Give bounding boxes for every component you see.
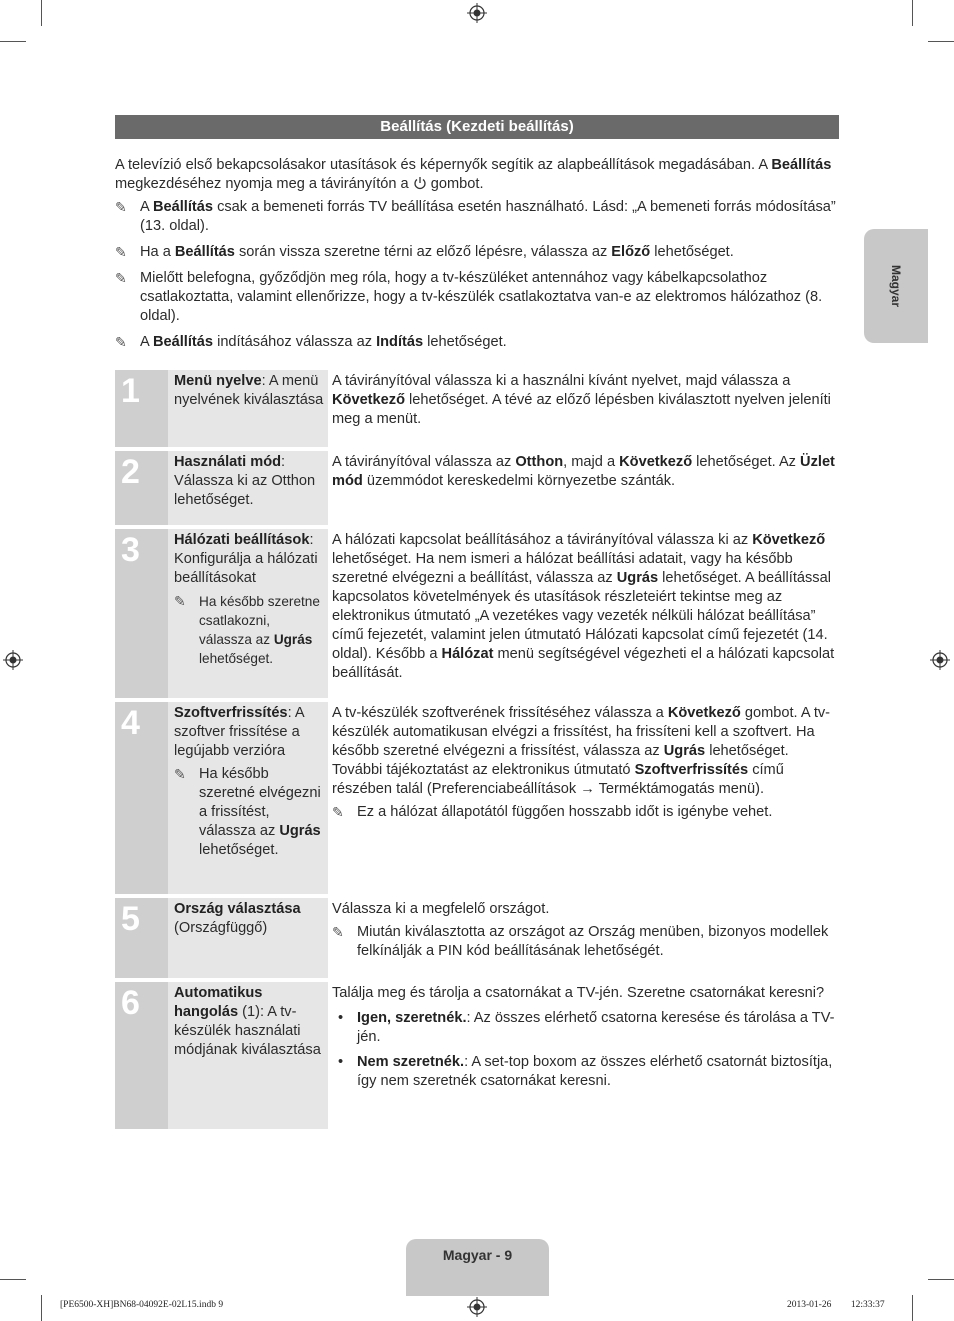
step-description xyxy=(332,370,841,435)
crop-mark xyxy=(912,1295,913,1321)
pencil-note-icon: ✎ xyxy=(115,270,127,286)
step-description xyxy=(332,451,841,497)
desc-bold: Ugrás xyxy=(616,570,659,586)
step-name xyxy=(168,982,328,1129)
setup-steps-table xyxy=(115,370,841,1133)
note-text: indításához válassza az xyxy=(213,334,377,350)
step-paragraph xyxy=(332,372,841,429)
desc-text: A hálózati kapcsolat beállításához a távirányítóval válassza ki az xyxy=(332,532,753,548)
crop-mark xyxy=(41,0,42,26)
desc-text: lehetőséget. A tévé az előző lépésben kiválasztott nyelven jeleníti meg a menüt. xyxy=(332,392,831,427)
step-paragraph: Találja meg és tárolja a csatornákat a TV-jén. Szeretne csatornákat keresni? xyxy=(332,985,825,1001)
step-name xyxy=(168,702,328,894)
sub-note-text: Ha később szeretne csatlakozni, válassza az xyxy=(199,594,320,647)
step-row xyxy=(115,529,841,698)
step-name-text: (Országfüggő) xyxy=(174,920,268,936)
step-paragraph: Válassza ki a megfelelő országot. xyxy=(332,901,550,917)
note xyxy=(115,333,840,352)
step-name-bold: Hálózati beállítások xyxy=(174,532,310,548)
crop-mark xyxy=(0,41,26,42)
crop-mark xyxy=(928,1279,954,1280)
step-description xyxy=(332,982,841,1103)
note-bold: Indítás xyxy=(376,334,424,350)
step-number: 6 xyxy=(115,982,168,1129)
option-bold: Nem szeretnék. xyxy=(357,1054,465,1070)
step-name-bold: Menü nyelve xyxy=(174,373,262,389)
sub-note-bold: Ugrás xyxy=(279,823,321,839)
desc-text: A távirányítóval válassza ki a használni kívánt nyelvet, majd válassza a xyxy=(332,373,791,389)
step-row xyxy=(115,451,841,525)
note-bold: Előző xyxy=(611,244,651,260)
step-paragraph xyxy=(332,531,841,683)
intro xyxy=(115,156,840,359)
sub-note-text: Ha később szeretné elvégezni a frissítést, válassza az xyxy=(199,766,321,839)
step-row xyxy=(115,370,841,447)
crop-mark xyxy=(912,0,913,26)
desc-text: A távirányítóval válassza az xyxy=(332,454,516,470)
note-text: Mielőtt belefogna, győződjön meg róla, hogy a tv-készüléket antennához vagy kábelkapcsolathoz csatlakoztatta, valamint ellenőrizze, hogy a tv-készülék csatlakoztatva van-e az elektromos hálózathoz (8. oldal). xyxy=(140,270,823,324)
step-number: 5 xyxy=(115,898,168,978)
note-text: Ha a xyxy=(140,244,175,260)
desc-text: lehetőséget. Az xyxy=(692,454,801,470)
pencil-note-icon: ✎ xyxy=(115,244,127,260)
note xyxy=(115,269,840,326)
section-title: Beállítás (Kezdeti beállítás) xyxy=(115,115,839,139)
print-info-date: 2013-01-26 ￿￿ 12:33:37 xyxy=(787,1300,885,1310)
sub-note-bold: Ugrás xyxy=(273,632,313,647)
sub-note-text: lehetőséget. xyxy=(199,651,274,666)
step-name-text: : Válassza ki az Otthon lehetőséget. xyxy=(174,454,316,508)
note-text: lehetőséget. xyxy=(423,334,507,350)
intro-paragraph xyxy=(115,156,840,194)
step-row xyxy=(115,702,841,894)
desc-text: , majd a xyxy=(563,454,620,470)
note xyxy=(115,243,840,262)
note-text: A xyxy=(140,334,153,350)
print-info-file: [PE6500-XH]BN68-04092E-02L15.indb 9 xyxy=(60,1300,224,1310)
registration-mark-icon xyxy=(467,1297,487,1317)
step-name-bold: Szoftverfrissítés xyxy=(174,705,288,721)
step-sub-note xyxy=(174,765,324,860)
desc-text: lehetőséget. További tájékoztatást az elektronikus útmutató xyxy=(332,743,789,778)
page-number: Magyar - 9 xyxy=(442,1247,513,1263)
sub-note-text: lehetőséget. xyxy=(199,842,279,858)
step-number: 1 xyxy=(115,370,168,447)
pencil-note-icon: ✎ xyxy=(174,593,186,609)
step-row xyxy=(115,898,841,978)
step-name-text: (1): A tv-készülék használati módjának kiválasztása xyxy=(174,1004,321,1058)
desc-bold: Ugrás xyxy=(663,743,706,759)
step-name-text: : Konfigurálja a hálózati beállításokat xyxy=(174,532,318,586)
desc-bold: Következő xyxy=(667,705,741,721)
note-bold: Beállítás xyxy=(152,334,214,350)
desc-bold: Hálózat xyxy=(441,646,494,662)
desc-bold: Következő xyxy=(332,392,405,408)
pencil-note-icon: ✎ xyxy=(174,766,186,782)
note-bold: Beállítás xyxy=(174,244,235,260)
desc-text: gombot. A tv-készülék automatikusan elvégzi a frissítést, ha frissíteni kell a szoftvert. Ha később szeretné elvégezni a frissítést, válassza az xyxy=(332,705,831,759)
desc-text: menü segítségével végezheti el a hálózati kapcsolat beállítását. xyxy=(332,646,835,681)
desc-bold: Következő xyxy=(752,532,826,548)
desc-bold: Következő xyxy=(619,454,693,470)
intro-text: megkezdéséhez nyomja meg a távirányítón a xyxy=(115,176,413,192)
power-icon xyxy=(413,176,427,190)
desc-bold: Otthon xyxy=(515,454,564,470)
desc-text: című részében talál (Preferenciabeállítások → Terméktámogatás menü). xyxy=(332,762,784,797)
crop-mark xyxy=(0,1279,26,1280)
note-text: A xyxy=(140,199,153,215)
page-number-tab xyxy=(406,1239,549,1296)
step-description xyxy=(332,898,841,967)
pencil-note-icon: ✎ xyxy=(332,924,344,940)
step-name-bold: Használati mód xyxy=(174,454,282,470)
step-name-text: : A menü nyelvének kiválasztása xyxy=(174,373,324,408)
step-name xyxy=(168,529,328,698)
pencil-note-icon: ✎ xyxy=(115,334,127,350)
intro-bold: Beállítás xyxy=(771,157,832,173)
option-bold: Igen, szeretnék. xyxy=(357,1010,467,1026)
step-number: 3 xyxy=(115,529,168,698)
note-bold: Beállítás xyxy=(152,199,214,215)
crop-mark xyxy=(41,1295,42,1321)
step-name-text: : A szoftver frissítése a legújabb verzióra xyxy=(174,705,304,759)
step-name-bold: Automatikus hangolás xyxy=(174,985,263,1020)
step-paragraph xyxy=(332,453,841,491)
option-text: : A set-top boxom az összes elérhető csatornát biztosítja, így nem szeretnék csatornákat keresni. xyxy=(357,1054,833,1089)
desc-text: A tv-készülék szoftverének frissítéséhez válassza a xyxy=(332,705,668,721)
option-text: : Az összes elérhető csatorna keresése és tárolása a TV-jén. xyxy=(357,1010,835,1045)
registration-mark-icon xyxy=(930,650,950,670)
note-text: lehetőséget. xyxy=(650,244,734,260)
crop-mark xyxy=(928,41,954,42)
list-item xyxy=(332,1009,841,1047)
intro-text: gombot. xyxy=(426,176,484,192)
desc-text: lehetőséget. A beállítással kapcsolatos követelmények és utasítások részleteiért tekintse meg az elektronikus útmutató „A vezetékes vagy vezeték nélküli hálózat beállítása” című fejezetét, valamint jelen útmutató Hálózati kapcsolat című fejezetét (14. oldal). Később a xyxy=(332,570,831,662)
step-name-bold: Ország választása xyxy=(174,901,301,917)
side-tab-label: Magyar xyxy=(889,264,903,308)
note xyxy=(332,923,841,961)
note-text: Ez a hálózat állapotától függően hosszabb időt is igénybe vehet. xyxy=(357,804,773,820)
step-description xyxy=(332,702,841,828)
note xyxy=(332,803,841,822)
desc-bold: Üzlet mód xyxy=(332,454,835,489)
step-name xyxy=(168,451,328,525)
note xyxy=(115,198,840,236)
desc-text: üzemmódot kereskedelmi környezetbe szánták. xyxy=(362,473,676,489)
step-paragraph xyxy=(332,704,841,799)
note-text: csak a bemeneti forrás TV beállítása esetén használható. Lásd: „A bemeneti forrás módosítása” (13. oldal). xyxy=(140,199,836,234)
step-number: 2 xyxy=(115,451,168,525)
step-name xyxy=(168,370,328,447)
registration-mark-icon xyxy=(3,650,23,670)
intro-text: A televízió első bekapcsolásakor utasítások és képernyők segítik az alapbeállítások megadásában. A xyxy=(115,157,772,173)
step-number: 4 xyxy=(115,702,168,894)
list-item xyxy=(332,1053,841,1091)
step-name xyxy=(168,898,328,978)
step-sub-note xyxy=(174,592,324,668)
note-text: során vissza szeretne térni az előző lépésre, válassza az xyxy=(234,244,612,260)
step-description xyxy=(332,529,841,689)
registration-mark-icon xyxy=(467,3,487,23)
pencil-note-icon: ✎ xyxy=(332,804,344,820)
desc-bold: Szoftverfrissítés xyxy=(634,762,749,778)
language-side-tab xyxy=(864,229,928,343)
step-row xyxy=(115,982,841,1129)
note-text: Miután kiválasztotta az országot az Ország menüben, bizonyos modellek felkínálják a PIN kód beállításának lehetőségét. xyxy=(357,924,829,959)
desc-text: lehetőséget. Ha nem ismeri a hálózat beállítási adatait, vagy ha később szeretné elvégezni a beállítást, válassza az xyxy=(332,551,793,586)
option-list xyxy=(332,1009,841,1091)
pencil-note-icon: ✎ xyxy=(115,199,127,215)
